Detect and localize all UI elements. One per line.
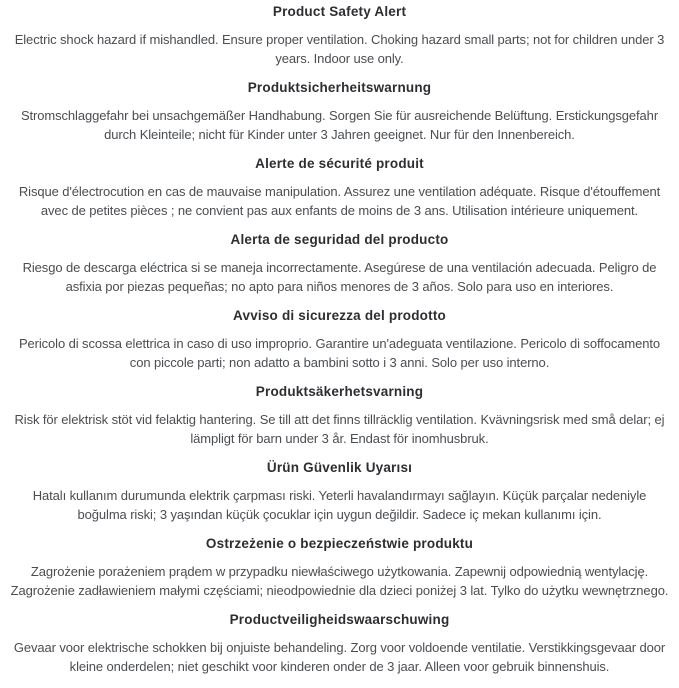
safety-section-english xyxy=(7,2,672,68)
section-body-italian: Pericolo di scossa elettrica in caso di uso improprio. Garantire un'adeguata ventilazione. Pericolo di soffocamento con piccole parti; non adatto a bambini sotto i 3 anni. Solo per uso interno. xyxy=(18,336,661,370)
section-heading-english: Product Safety Alert xyxy=(272,4,407,19)
section-heading-spanish: Alerta de seguridad del producto xyxy=(230,232,449,247)
section-heading-german: Produktsicherheitswarnung xyxy=(247,80,432,95)
safety-section-swedish xyxy=(7,382,672,448)
safety-section-spanish xyxy=(7,230,672,296)
section-body-polish: Zagrożenie porażeniem prądem w przypadku niewłaściwego użytkowania. Zapewnij odpowiednią wentylację. Zagrożenie zadławieniem małymi częściami; nieodpowiednie dla dzieci poniżej 3 lat. Tylko do użytku wewnętrznego. xyxy=(10,564,669,598)
section-heading-swedish: Produktsäkerhetsvarning xyxy=(255,384,424,399)
section-heading-french: Alerte de sécurité produit xyxy=(255,156,424,171)
section-heading-polish: Ostrzeżenie o bezpieczeństwie produktu xyxy=(205,536,474,551)
safety-section-dutch xyxy=(7,610,672,676)
safety-section-polish xyxy=(7,534,672,600)
safety-section-italian xyxy=(7,306,672,372)
safety-section-french xyxy=(7,154,672,220)
section-body-german: Stromschlaggefahr bei unsachgemäßer Handhabung. Sorgen Sie für ausreichende Belüftung. Erstickungsgefahr durch Kleinteile; nicht für Kinder unter 3 Jahren geeignet. Nur für den Innenbereich. xyxy=(20,108,659,142)
safety-section-german xyxy=(7,78,672,144)
section-heading-dutch: Productveiligheidswaarschuwing xyxy=(229,612,450,627)
safety-section-turkish xyxy=(7,458,672,524)
section-body-swedish: Risk för elektrisk stöt vid felaktig hantering. Se till att det finns tillräcklig ventilation. Kvävningsrisk med små delar; ej lämpligt för barn under 3 år. Endast för inomhusbruk. xyxy=(14,412,665,446)
section-body-dutch: Gevaar voor elektrische schokken bij onjuiste behandeling. Zorg voor voldoende ventilatie. Verstikkingsgevaar door kleine onderdelen; niet geschikt voor kinderen onder de 3 jaar. Alleen voor gebruik binnenshuis. xyxy=(13,640,666,674)
section-heading-turkish: Ürün Güvenlik Uyarısı xyxy=(266,460,413,475)
section-body-french: Risque d'électrocution en cas de mauvaise manipulation. Assurez une ventilation adéquate. Risque d'étouffement avec de petites pièces ; ne convient pas aux enfants de moins de 3 ans. Utilisation intérieure uniquement. xyxy=(18,184,661,218)
section-body-turkish: Hatalı kullanım durumunda elektrik çarpması riski. Yeterli havalandırmayı sağlayın. Küçük parçalar nedeniyle boğulma riski; 3 yaşından küçük çocuklar için uygun değildir. Sadece iç mekan kullanımı için. xyxy=(32,488,647,522)
section-body-spanish: Riesgo de descarga eléctrica si se maneja incorrectamente. Asegúrese de una ventilación adecuada. Peligro de asfixia por piezas pequeñas; no apto para niños menores de 3 años. Solo para uso en interiores. xyxy=(22,260,657,294)
section-heading-italian: Avviso di sicurezza del prodotto xyxy=(233,308,446,323)
section-body-english: Electric shock hazard if mishandled. Ensure proper ventilation. Choking hazard small parts; not for children under 3 years. Indoor use only. xyxy=(14,32,665,66)
